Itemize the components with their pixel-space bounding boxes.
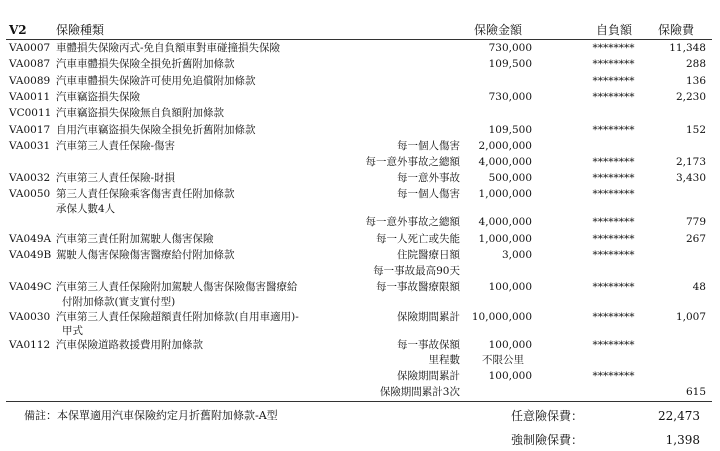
coverage-name: 汽車車體損失保險許可使用免追償附加條款 <box>56 75 256 87</box>
amount-header: 保險金額 <box>474 23 523 37</box>
coverage-deductible: ******** <box>592 339 635 351</box>
header-divider <box>6 39 712 40</box>
coverage-name: 汽車第三人責任保險超額責任附加條款(自用車適用)- <box>56 311 299 323</box>
coverage-deductible: ******** <box>592 216 635 228</box>
coverage-premium: 48 <box>692 281 706 293</box>
coverage-deductible: ******** <box>592 124 635 136</box>
coverage-name: 汽車保險道路救援費用附加條款 <box>56 339 203 351</box>
coverage-deductible: ******** <box>592 249 635 261</box>
limit-label: 住院醫療日額 <box>397 249 460 261</box>
limit-label: 每一意外事故之總額 <box>365 156 460 168</box>
coverage-name: 汽車竊盜損失保險 <box>56 91 140 103</box>
limit-label: 每一意外事故之總額 <box>365 216 460 228</box>
coverage-name: 汽車第三責任附加駕駛人傷害保險 <box>56 233 214 245</box>
limit-label: 每一事故醫療限額 <box>376 281 460 293</box>
coverage-amount: 10,000,000 <box>471 311 532 323</box>
coverage-deductible: ******** <box>592 172 635 184</box>
policy-note: 備註：本保單適用汽車保險約定月折舊附加條款-A型 <box>24 409 278 422</box>
coverage-deductible: ******** <box>592 188 635 200</box>
coverage-amount: 100,000 <box>488 281 532 293</box>
limit-label: 保險期間累計 <box>397 370 460 382</box>
limit-label: 每一事故保額 <box>397 339 460 351</box>
compulsory-premium-label: 強制險保費： <box>511 433 584 447</box>
coverage-name: 甲式 <box>62 325 83 337</box>
coverage-code: VA0030 <box>9 311 51 323</box>
coverage-deductible: ******** <box>592 311 635 323</box>
coverage-deductible: ******** <box>592 233 635 245</box>
coverage-amount: 2,000,000 <box>478 140 532 152</box>
coverage-amount: 500,000 <box>488 172 532 184</box>
coverage-deductible: ******** <box>592 370 635 382</box>
coverage-code: VA0089 <box>9 75 51 87</box>
coverage-premium: 779 <box>685 216 706 228</box>
voluntary-premium-value: 22,473 <box>658 409 700 423</box>
coverage-name: 汽車第三人責任保險附加駕駛人傷害保險傷害醫療給 <box>56 281 298 293</box>
coverage-amount: 4,000,000 <box>478 216 532 228</box>
coverage-name: 第三人責任保險乘客傷害責任附加條款 <box>56 188 235 200</box>
coverage-name: 承保人數4人 <box>56 203 116 215</box>
coverage-amount: 4,000,000 <box>478 156 532 168</box>
coverage-premium: 152 <box>685 124 706 136</box>
limit-label: 每一人死亡或失能 <box>376 233 460 245</box>
coverage-name: 汽車車體損失保險全損免折舊附加條款 <box>56 58 235 70</box>
coverage-name: 駕駛人傷害保險傷害醫療給付附加條款 <box>56 249 235 261</box>
coverage-amount: 100,000 <box>488 370 532 382</box>
coverage-name: 汽車竊盜損失保險無自負額附加條款 <box>56 107 224 119</box>
coverage-code: VA0007 <box>9 42 51 54</box>
coverage-deductible: ******** <box>592 156 635 168</box>
coverage-amount: 730,000 <box>488 42 532 54</box>
coverage-code: VA0011 <box>9 91 51 103</box>
coverage-code: VA049B <box>9 249 52 261</box>
version-label: V2 <box>9 23 27 37</box>
coverage-amount: 不限公里 <box>482 354 524 366</box>
limit-label: 每一個人傷害 <box>397 188 460 200</box>
coverage-premium: 267 <box>685 233 706 245</box>
coverage-deductible: ******** <box>592 281 635 293</box>
premium-header: 保險費 <box>658 23 695 37</box>
insurance-type-header: 保險種類 <box>56 23 105 37</box>
coverage-name: 付附加條款(實支實付型) <box>62 296 176 308</box>
coverage-name: 汽車第三人責任保險-財損 <box>56 172 176 184</box>
coverage-code: VA0017 <box>9 124 51 136</box>
footer-divider <box>6 401 712 402</box>
coverage-premium: 2,230 <box>675 91 706 103</box>
coverage-premium: 1,007 <box>675 311 706 323</box>
coverage-premium: 288 <box>685 58 706 70</box>
coverage-code: VA0050 <box>9 188 51 200</box>
coverage-deductible: ******** <box>592 42 635 54</box>
coverage-premium: 11,348 <box>669 42 706 54</box>
coverage-amount: 3,000 <box>501 249 532 261</box>
coverage-deductible: ******** <box>592 91 635 103</box>
coverage-name: 自用汽車竊盜損失保險全損免折舊附加條款 <box>56 124 256 136</box>
coverage-code: VA049C <box>9 281 52 293</box>
limit-label: 每一事故最高90天 <box>373 265 460 277</box>
coverage-name: 汽車第三人責任保險-傷害 <box>56 140 176 152</box>
coverage-amount: 1,000,000 <box>478 233 532 245</box>
coverage-premium: 2,173 <box>675 156 706 168</box>
limit-label: 每一個人傷害 <box>397 140 460 152</box>
coverage-code: VA0032 <box>9 172 51 184</box>
voluntary-premium-label: 任意險保費： <box>511 409 584 423</box>
coverage-premium: 3,430 <box>675 172 706 184</box>
coverage-premium: 615 <box>685 386 706 398</box>
coverage-deductible: ******** <box>592 58 635 70</box>
coverage-deductible: ******** <box>592 75 635 87</box>
coverage-amount: 730,000 <box>488 91 532 103</box>
coverage-code: VA049A <box>9 233 52 245</box>
compulsory-premium-value: 1,398 <box>665 433 700 447</box>
limit-label: 保險期間累計3次 <box>379 386 460 398</box>
limit-label: 保險期間累計 <box>397 311 460 323</box>
coverage-code: VA0112 <box>9 339 51 351</box>
coverage-amount: 1,000,000 <box>478 188 532 200</box>
limit-label: 里程數 <box>428 354 460 366</box>
limit-label: 每一意外事故 <box>397 172 460 184</box>
coverage-amount: 109,500 <box>488 124 532 136</box>
deductible-header: 自負額 <box>596 23 633 37</box>
coverage-premium: 136 <box>685 75 706 87</box>
coverage-code: VA0031 <box>9 140 51 152</box>
coverage-amount: 100,000 <box>488 339 532 351</box>
coverage-name: 車體損失保險丙式-免自負額車對車碰撞損失保險 <box>56 42 281 54</box>
coverage-code: VC0011 <box>9 107 52 119</box>
coverage-code: VA0087 <box>9 58 51 70</box>
coverage-amount: 109,500 <box>488 58 532 70</box>
